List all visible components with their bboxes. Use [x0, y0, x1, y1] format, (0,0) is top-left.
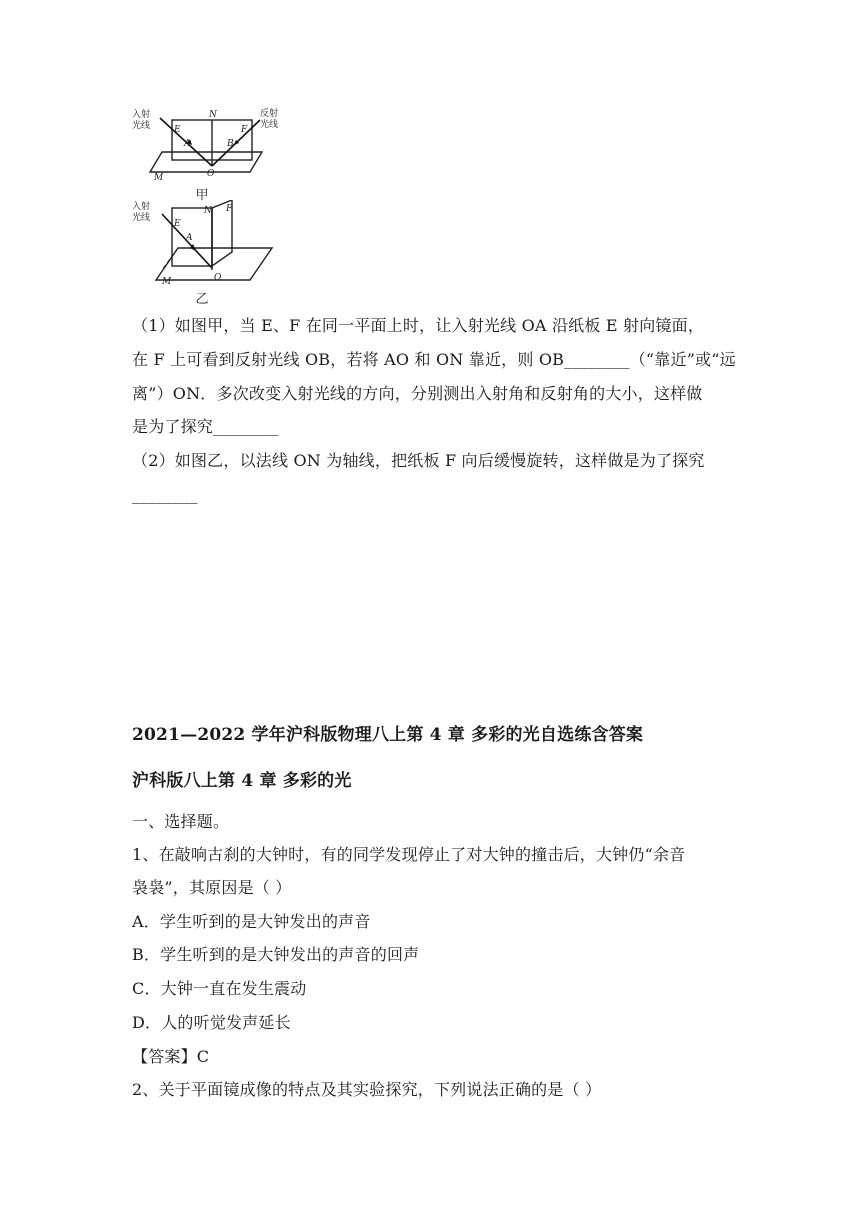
q1-line-4: 是为了探究________ [132, 417, 279, 436]
letter-b: B [227, 139, 234, 149]
reflected-label-1: 反射 [260, 109, 279, 119]
question-1-option-a: A．学生听到的是大钟发出的声音 [132, 912, 371, 931]
question-2-stem: 2、关于平面镜成像的特点及其实验探究，下列说法正确的是（ ） [132, 1080, 602, 1099]
letter-m: M [154, 173, 164, 183]
figure-caption-jia: 甲 [195, 188, 209, 203]
reflection-diagram-jia [132, 108, 302, 186]
figure-yi [132, 200, 302, 307]
q2-line-1: （2）如图乙，以法线 ON 为轴线，把纸板 F 向后缓慢旋转，这样做是为了探究 [132, 451, 705, 470]
question-1-option-b: B．学生听到的是大钟发出的声音的回声 [132, 945, 420, 964]
letter-f: F [226, 204, 233, 214]
incident-label-2: 光线 [132, 213, 151, 223]
page-title: 2021—2022 学年沪科版物理八上第 4 章 多彩的光自选练含答案 [132, 725, 644, 745]
incident-label-1: 入射 [132, 110, 151, 120]
reflection-diagram-yi [132, 200, 302, 286]
question-1-stem-1: 1、在敲响古刹的大钟时，有的同学发现停止了对大钟的撞击后，大钟仍“余音 [132, 845, 686, 864]
letter-n: N [204, 206, 212, 216]
figure-jia [132, 108, 302, 203]
letter-a: A [184, 139, 191, 149]
letter-a: A [186, 233, 193, 243]
mirror-plane [150, 152, 262, 172]
letter-n: N [209, 110, 217, 120]
q1-line-3: 离”）ON．多次改变入射光线的方向，分别测出入射角和反射角的大小，这样做 [132, 384, 703, 403]
letter-o: O [214, 273, 222, 283]
incident-label-2: 光线 [132, 121, 151, 131]
question-1-option-d: D．人的听觉发声延长 [132, 1013, 291, 1032]
incident-label-1: 入射 [132, 202, 151, 212]
page-subtitle: 沪科版八上第 4 章 多彩的光 [132, 771, 352, 791]
question-1-stem-2: 袅袅”，其原因是（ ） [132, 878, 292, 897]
letter-e: E [174, 125, 181, 135]
letter-e: E [174, 219, 181, 229]
letter-f: F [241, 125, 248, 135]
letter-o: O [207, 169, 215, 179]
q1-line-2: 在 F 上可看到反射光线 OB，若将 AO 和 ON 靠近，则 OB________（“靠近”或“远 [132, 350, 736, 369]
q1-line-1: （1）如图甲，当 E、F 在同一平面上时，让入射光线 OA 沿纸板 E 射向镜面， [132, 316, 705, 335]
section-heading: 一、选择题。 [132, 812, 230, 831]
q2-line-2: ________ [132, 485, 198, 504]
letter-m: M [162, 277, 172, 286]
question-1-option-c: C．大钟一直在发生震动 [132, 979, 307, 998]
figure-caption-yi: 乙 [195, 292, 209, 307]
question-1-answer: 【答案】C [132, 1047, 210, 1066]
reflected-label-2: 光线 [260, 120, 279, 130]
